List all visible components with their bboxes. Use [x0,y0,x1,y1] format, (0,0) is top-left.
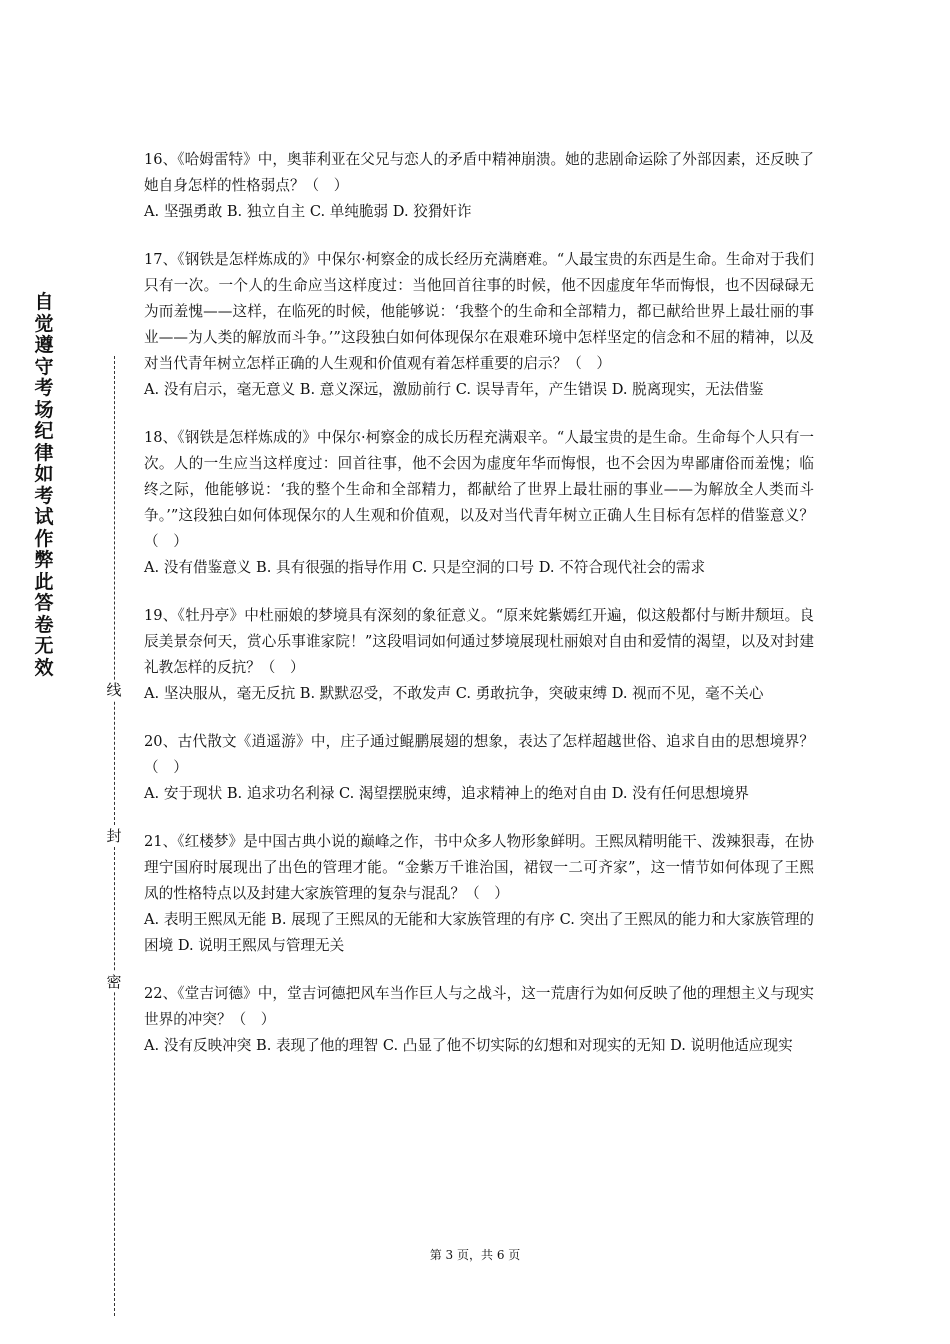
question-text: 16、《哈姆雷特》中，奥菲利亚在父兄与恋人的矛盾中精神崩溃。她的悲剧命运除了外部因素，还反映了她自身怎样的性格弱点？（ ） [144,151,814,194]
question-text: 20、古代散文《逍遥游》中，庄子通过鲲鹏展翅的想象，表达了怎样超越世俗、追求自由的思想境界？（ ） [144,733,814,776]
question-20 [144,729,814,807]
question-options: A. 没有反映冲突 B. 表现了他的理智 C. 凸显了他不切实际的幻想和对现实的无知 D. 说明他适应现实 [144,1037,793,1054]
question-22 [144,981,814,1059]
question-options: A. 没有启示，毫无意义 B. 意义深远，激励前行 C. 误导青年，产生错误 D. 脱离现实，无法借鉴 [144,381,764,398]
exam-discipline-notice: 自觉遵守考场纪律如考试作弊此答卷无效 [34,291,54,679]
question-options: A. 坚决服从，毫无反抗 B. 默默忍受，不敢发声 C. 勇敢抗争，突破束缚 D. 视而不见，毫不关心 [144,685,764,702]
question-17 [144,247,814,403]
question-options: A. 没有借鉴意义 B. 具有很强的指导作用 C. 只是空洞的口号 D. 不符合现代社会的需求 [144,559,706,576]
binding-label-secret: 密 [104,972,124,992]
question-18 [144,425,814,581]
question-options: A. 表明王熙凤无能 B. 展现了王熙凤的无能和大家族管理的有序 C. 突出了王熙凤的能力和大家族管理的困境 D. 说明王熙凤与管理无关 [144,911,814,954]
question-16 [144,147,814,225]
question-text: 19、《牡丹亭》中杜丽娘的梦境具有深刻的象征意义。“原来姹紫嫣红开遍，似这般都付与断井颓垣。良辰美景奈何天，赏心乐事谁家院！”这段唱词如何通过梦境展现杜丽娘对自由和爱情的渴望，以及对封建礼教怎样的反抗？（ ） [144,607,814,676]
question-options: A. 安于现状 B. 追求功名利禄 C. 渴望摆脱束缚，追求精神上的绝对自由 D. 没有任何思想境界 [144,785,749,802]
page-number: 第 3 页，共 6 页 [429,1248,521,1262]
question-list [144,147,814,1081]
question-text: 17、《钢铁是怎样炼成的》中保尔·柯察金的成长经历充满磨难。“人最宝贵的东西是生命。生命对于我们只有一次。一个人的生命应当这样度过：当他回首往事的时候，他不因虚度年华而悔恨，也不因碌碌无为而羞愧——这样，在临死的时候，他能够说：‘我整个的生命和全部精力，都已献给世界上最壮丽的事业——为人类的解放而斗争。’”这段独白如何体现保尔在艰难环境中怎样坚定的信念和不屈的精神，以及对当代青年树立怎样正确的人生观和价值观有着怎样重要的启示？（ ） [144,251,814,372]
question-21 [144,829,814,959]
binding-label-seal: 封 [104,826,124,846]
question-19 [144,603,814,707]
question-options: A. 坚强勇敢 B. 独立自主 C. 单纯脆弱 D. 狡猾奸诈 [144,203,472,220]
question-text: 18、《钢铁是怎样炼成的》中保尔·柯察金的成长历程充满艰辛。“人最宝贵的是生命。生命每个人只有一次。人的一生应当这样度过：回首往事，他不会因为虚度年华而悔恨，也不会因为卑鄙庸俗而羞愧；临终之际，他能够说：‘我的整个生命和全部精力，都献给了世界上最壮丽的事业——为解放全人类而斗争。’”这段独白如何体现保尔的人生观和价值观，以及对当代青年树立正确人生目标有怎样的借鉴意义？（ ） [144,429,814,550]
question-text: 22、《堂吉诃德》中，堂吉诃德把风车当作巨人与之战斗，这一荒唐行为如何反映了他的理想主义与现实世界的冲突？（ ） [144,985,814,1028]
binding-label-line: 线 [104,680,124,700]
question-text: 21、《红楼梦》是中国古典小说的巅峰之作，书中众多人物形象鲜明。王熙凤精明能干、泼辣狠毒，在协理宁国府时展现出了出色的管理才能。“金紫万千谁治国，裙钗一二可齐家”，这一情节如何体现了王熙凤的性格特点以及封建大家族管理的复杂与混乱？（ ） [144,833,814,902]
